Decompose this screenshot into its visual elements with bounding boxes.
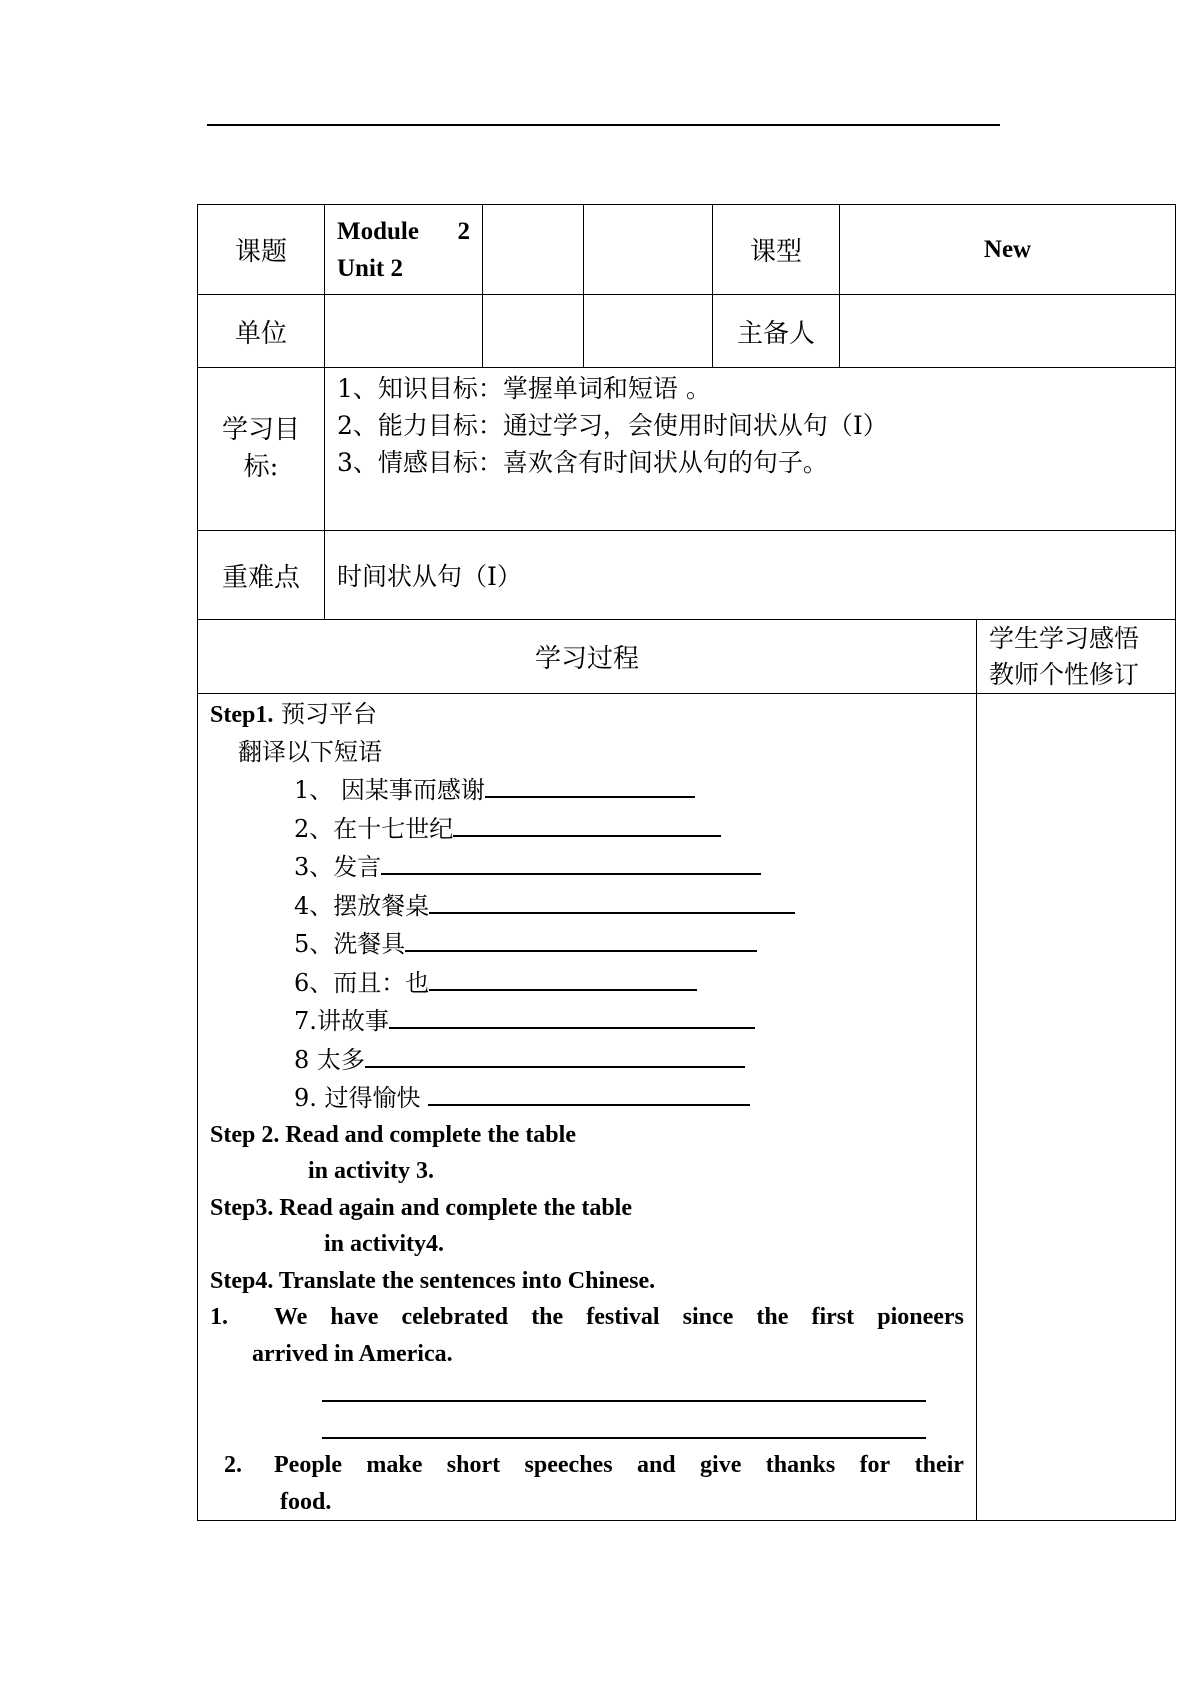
type-value: New [840, 205, 1176, 295]
goal-item: 1、知识目标：掌握单词和短语 。 [337, 374, 711, 403]
step4-title: Step4. Translate the sentences into Chinese. [210, 1267, 656, 1294]
phrase-item: 5、洗餐具 [210, 924, 964, 963]
phrase-item: 7.讲故事 [210, 1001, 964, 1040]
lesson-plan-table [197, 204, 1176, 1521]
preparer-label: 主备人 [713, 295, 840, 368]
empty-cell [483, 205, 584, 295]
answer-line [322, 1437, 926, 1439]
goal-item: 2、能力目标：通过学习，会使用时间状从句（I） [337, 411, 888, 440]
title-label: 课题 [198, 205, 325, 295]
process-header: 学习过程 [198, 620, 977, 694]
empty-cell [584, 205, 713, 295]
goals-label: 学习目 标: [198, 368, 325, 531]
step2-line2: in activity 3. [308, 1158, 434, 1184]
sentence-2: 2. People make short speeches and give thanks for their [224, 1452, 964, 1478]
step3-line1: Step3. Read again and complete the table [210, 1194, 632, 1221]
process-content: Step1. 预习平台 翻译以下短语 1、 因某事而感谢 2、在十七世纪 3、发言 4、摆放餐桌 5、洗餐具 6、而且：也 7.讲故事 8 太多 9. 过得愉快 Step 2. Read and complete the table in activity 3. Step3. Read again and complete the table in activity4. Step4. Translate the sentences into Chinese. 1. We have celebrated the festival since the first pioneers arrived in America. 2. People make short speeches and give thanks for their food. [198, 694, 977, 1521]
phrase-item: 6、而且：也 [210, 963, 964, 1002]
sentence-1: 1. We have celebrated the festival since the first pioneers [210, 1304, 964, 1330]
notes-column [977, 694, 1176, 1521]
title-value: Module 2 Unit 2 [325, 205, 483, 295]
goal-item: 3、情感目标：喜欢含有时间状从句的句子。 [337, 448, 828, 477]
phrase-item: 4、摆放餐桌 [210, 886, 964, 925]
type-label: 课型 [713, 205, 840, 295]
step2-line1: Step 2. Read and complete the table [210, 1121, 576, 1148]
empty-cell [584, 295, 713, 368]
goals-list [325, 368, 1176, 531]
phrase-item: 8 太多 [210, 1040, 964, 1079]
notes-header: 学生学习感悟 教师个性修订 [977, 620, 1176, 694]
phrase-item: 1、 因某事而感谢 [210, 770, 964, 809]
step3-line2: in activity4. [324, 1231, 444, 1257]
difficulty-label: 重难点 [198, 531, 325, 620]
phrase-item: 2、在十七世纪 [210, 809, 964, 848]
sentence-1-line2: arrived in America. [252, 1340, 453, 1367]
unit-label: 单位 [198, 295, 325, 368]
empty-cell [483, 295, 584, 368]
step1-subtitle: 翻译以下短语 [238, 737, 382, 766]
sentence-2-line2: food. [280, 1488, 332, 1515]
preparer-value [840, 295, 1176, 368]
unit-value [325, 295, 483, 368]
top-rule [207, 124, 1000, 126]
phrase-item: 3、发言 [210, 847, 964, 886]
phrase-item: 9. 过得愉快 [210, 1078, 964, 1117]
difficulty-value: 时间状从句（I） [325, 531, 1176, 620]
